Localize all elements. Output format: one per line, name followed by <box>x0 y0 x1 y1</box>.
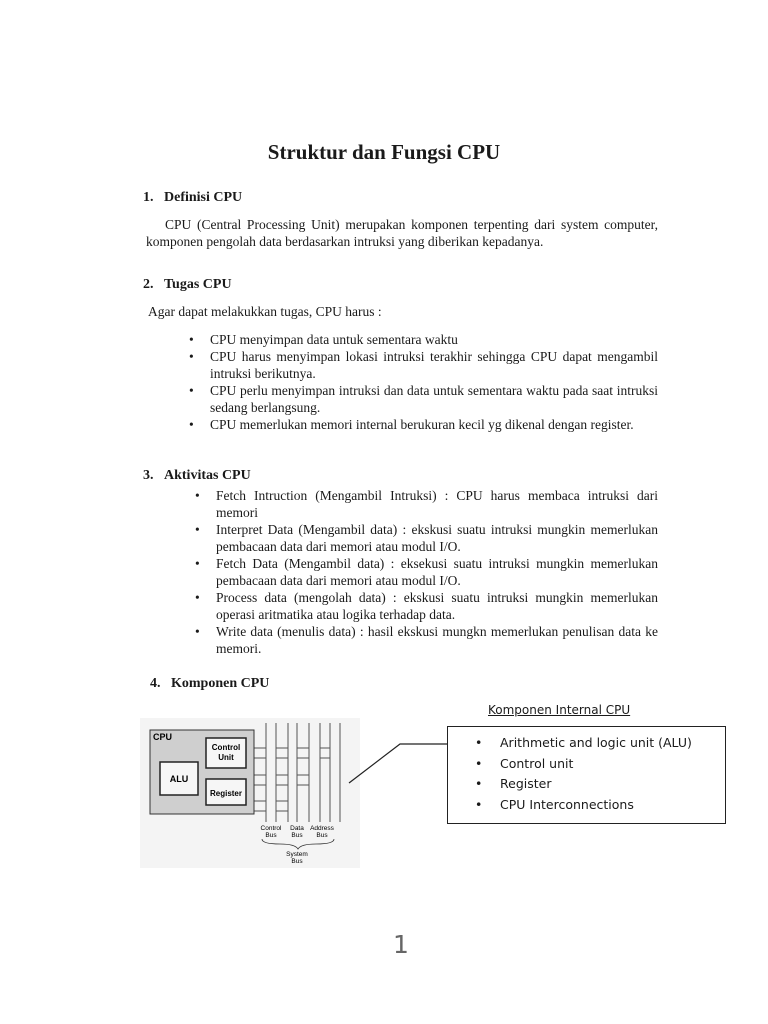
system-bus-label-1: System <box>286 851 308 858</box>
cpu-label: CPU <box>153 732 173 742</box>
section-heading-definisi: 1. Definisi CPU <box>143 190 243 205</box>
bus-label-address-2: Bus <box>316 832 328 839</box>
section-heading-komponen: 4. Komponen CPU <box>150 676 270 691</box>
bus-label-address-1: Address <box>310 825 334 832</box>
bullet-icon: • <box>189 332 194 347</box>
page-number: 1 <box>393 930 409 959</box>
bus-label-control-1: Control <box>260 825 282 832</box>
tugas-list <box>189 331 658 433</box>
connector-line <box>345 740 450 790</box>
cpu-diagram <box>140 718 360 868</box>
control-unit-label-1: Control <box>211 743 241 752</box>
system-bus-label-2: Bus <box>291 858 303 865</box>
bullet-icon: • <box>195 590 200 605</box>
aktivitas-list <box>195 487 658 657</box>
definisi-paragraph: CPU (Central Processing Unit) merupakan komponen terpenting dari system computer, komponen pengolah data berdasarkan intruksi yang diberikan kepadanya. <box>146 217 658 249</box>
alu-label: ALU <box>169 774 189 784</box>
list-item: • CPU perlu menyimpan intruksi dan data untuk sementara waktu pada saat intruksi sedang berlangsung. <box>189 383 658 415</box>
bullet-icon: • <box>195 556 200 571</box>
list-item: • Fetch Data (Mengambil data) : eksekusi suatu intruksi mungkin memerlukan pembacaan data dari memori atau modul I/O. <box>195 556 658 588</box>
list-item: • CPU menyimpan data untuk sementara waktu <box>189 332 458 347</box>
list-item: • Write data (menulis data) : hasil ekskusi mungkn memerlukan penulisan data ke memori. <box>195 624 658 656</box>
bullet-icon: • <box>195 522 200 537</box>
bullet-icon: • <box>189 349 194 364</box>
list-item: • Fetch Intruction (Mengambil Intruksi) : CPU harus membaca intruksi dari memori <box>195 488 658 520</box>
register-label: Register <box>209 789 243 798</box>
section-heading-tugas: 2. Tugas CPU <box>143 277 232 292</box>
list-item: • Register <box>500 774 692 795</box>
list-item: • CPU harus menyimpan lokasi intruksi terakhir sehingga CPU dapat mengambil intruksi berikutnya. <box>189 349 658 381</box>
bullet-icon: • <box>195 624 200 639</box>
list-item: • CPU memerlukan memori internal berukuran kecil yg dikenal dengan register. <box>189 417 634 432</box>
bus-label-control-2: Bus <box>265 832 277 839</box>
section-heading-aktivitas: 3. Aktivitas CPU <box>143 468 251 483</box>
bus-label-data-2: Bus <box>291 832 303 839</box>
bus-label-data-1: Data <box>290 825 304 832</box>
page-title: Struktur dan Fungsi CPU <box>267 140 501 164</box>
bullet-icon: • <box>475 776 483 791</box>
components-list <box>475 733 692 815</box>
list-item: • Interpret Data (Mengambil data) : ekskusi suatu intruksi mungkin memerlukan pembacaan data dari memori atau modul I/O. <box>195 522 658 554</box>
bullet-icon: • <box>475 735 483 750</box>
list-item: • Arithmetic and logic unit (ALU) <box>500 733 692 754</box>
bullet-icon: • <box>475 796 483 812</box>
bullet-icon: • <box>195 488 200 503</box>
list-item: • CPU Interconnections <box>500 795 692 816</box>
bullet-icon: • <box>475 755 483 771</box>
bullet-icon: • <box>189 417 194 432</box>
control-unit-label-2: Unit <box>218 753 234 762</box>
components-title: Komponen Internal CPU <box>488 703 631 717</box>
list-item: • Process data (mengolah data) : ekskusi suatu intruksi mungkin memerlukan operasi aritmatika atau logika terhadap data. <box>195 590 658 622</box>
tugas-intro: Agar dapat melakukkan tugas, CPU harus : <box>148 304 382 319</box>
bullet-icon: • <box>189 383 194 398</box>
list-item: • Control unit <box>500 754 692 775</box>
